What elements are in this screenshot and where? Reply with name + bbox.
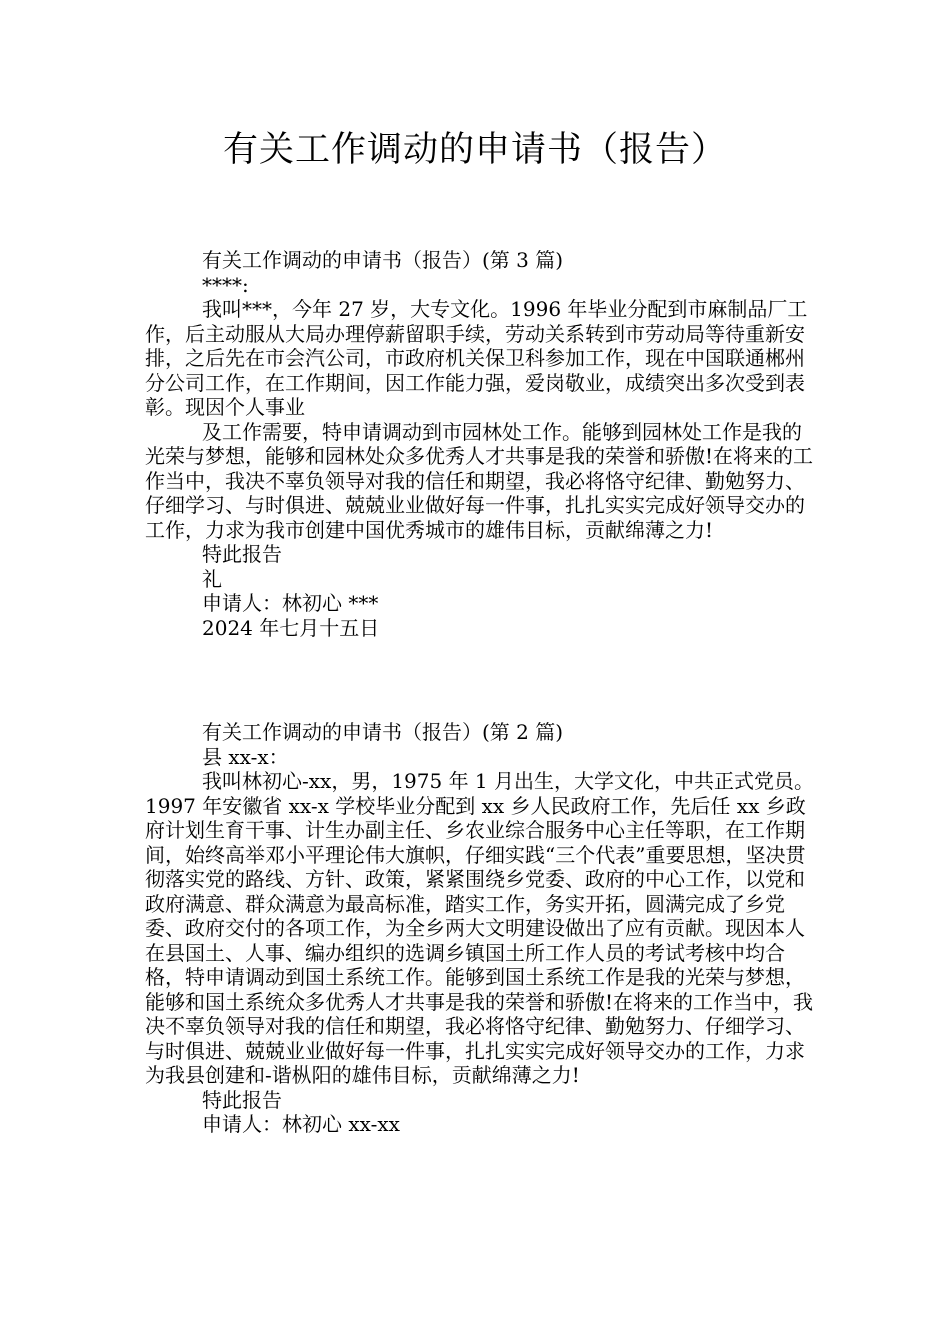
regards-text: 礼 — [202, 566, 222, 591]
application-section-2 — [145, 720, 815, 1137]
salutation: 县 xx-x： — [202, 744, 289, 769]
applicant-signature: 申请人：林初心 *** — [202, 591, 379, 615]
body-paragraph: 及工作需要，特申请调动到市园林处工作。能够到园林处工作是我的光荣与梦想，能够和园林处众多优秀人才共事是我的荣誉和骄傲!在将来的工作当中，我决不辜负领导对我的信任和期望，我必将恪守纪律、勤勉努力、仔细学习、与时俱进、兢兢业业做好每一件事，扎扎实实完成好领导交办的工作，力求为我市创建中国优秀城市的雄伟目标，贡献绵薄之力! — [145, 419, 814, 542]
applicant-signature: 申请人：林初心 xx-xx — [202, 1112, 400, 1136]
application-section-3 — [145, 248, 815, 640]
salutation: ****: — [202, 272, 249, 297]
closing-text: 特此报告 — [202, 542, 282, 566]
date-text: 2024 年七月十五日 — [202, 615, 380, 640]
body-paragraph: 我叫林初心-xx，男，1975 年 1 月出生，大学文化，中共正式党员。1997 年安徽省 xx-x 学校毕业分配到 xx 乡人民政府工作，先后任 xx 乡政府计划生育干事、计生办副主任、乡农业综合服务中心主任等职，在工作期间，始终高举邓小平理论伟大旗帜，仔细实践“三个代表”重要思想，坚决贯彻落实党的路线、方针、政策，紧紧围绕乡党委、政府的中心工作，以党和政府满意、群众满意为最高标准，踏实工作，务实开拓，圆满完成了乡党委、政府交付的各项工作，为全乡两大文明建设做出了应有贡献。现因本人在县国土、人事、编办组织的选调乡镇国土所工作人员的考试考核中均合格，特申请调动到国土系统工作。能够到国土系统工作是我的光荣与梦想，能够和国土系统众多优秀人才共事是我的荣誉和骄傲!在将来的工作当中，我决不辜负领导对我的信任和期望，我必将恪守纪律、勤勉努力、仔细学习、与时俱进、兢兢业业做好每一件事，扎扎实实完成好领导交办的工作，力求为我县创建和-谐枞阳的雄伟目标，贡献绵薄之力! — [145, 769, 815, 1087]
document-title: 有关工作调动的申请书（报告） — [222, 130, 727, 170]
body-paragraph: 我叫***，今年 27 岁，大专文化。1996 年毕业分配到市麻制品厂工作，后主动服从大局办理停薪留职手续，劳动关系转到市劳动局等待重新安排，之后先在市会汽公司，市政府机关保卫科参加工作，现在中国联通郴州分公司工作，在工作期间，因工作能力强，爱岗敬业，成绩突出多次受到表彰。现因个人事业 — [145, 297, 808, 419]
section-heading: 有关工作调动的申请书（报告）(第 3 篇) — [202, 248, 564, 272]
section-heading: 有关工作调动的申请书（报告）(第 2 篇) — [202, 720, 564, 744]
closing-text: 特此报告 — [202, 1087, 282, 1112]
